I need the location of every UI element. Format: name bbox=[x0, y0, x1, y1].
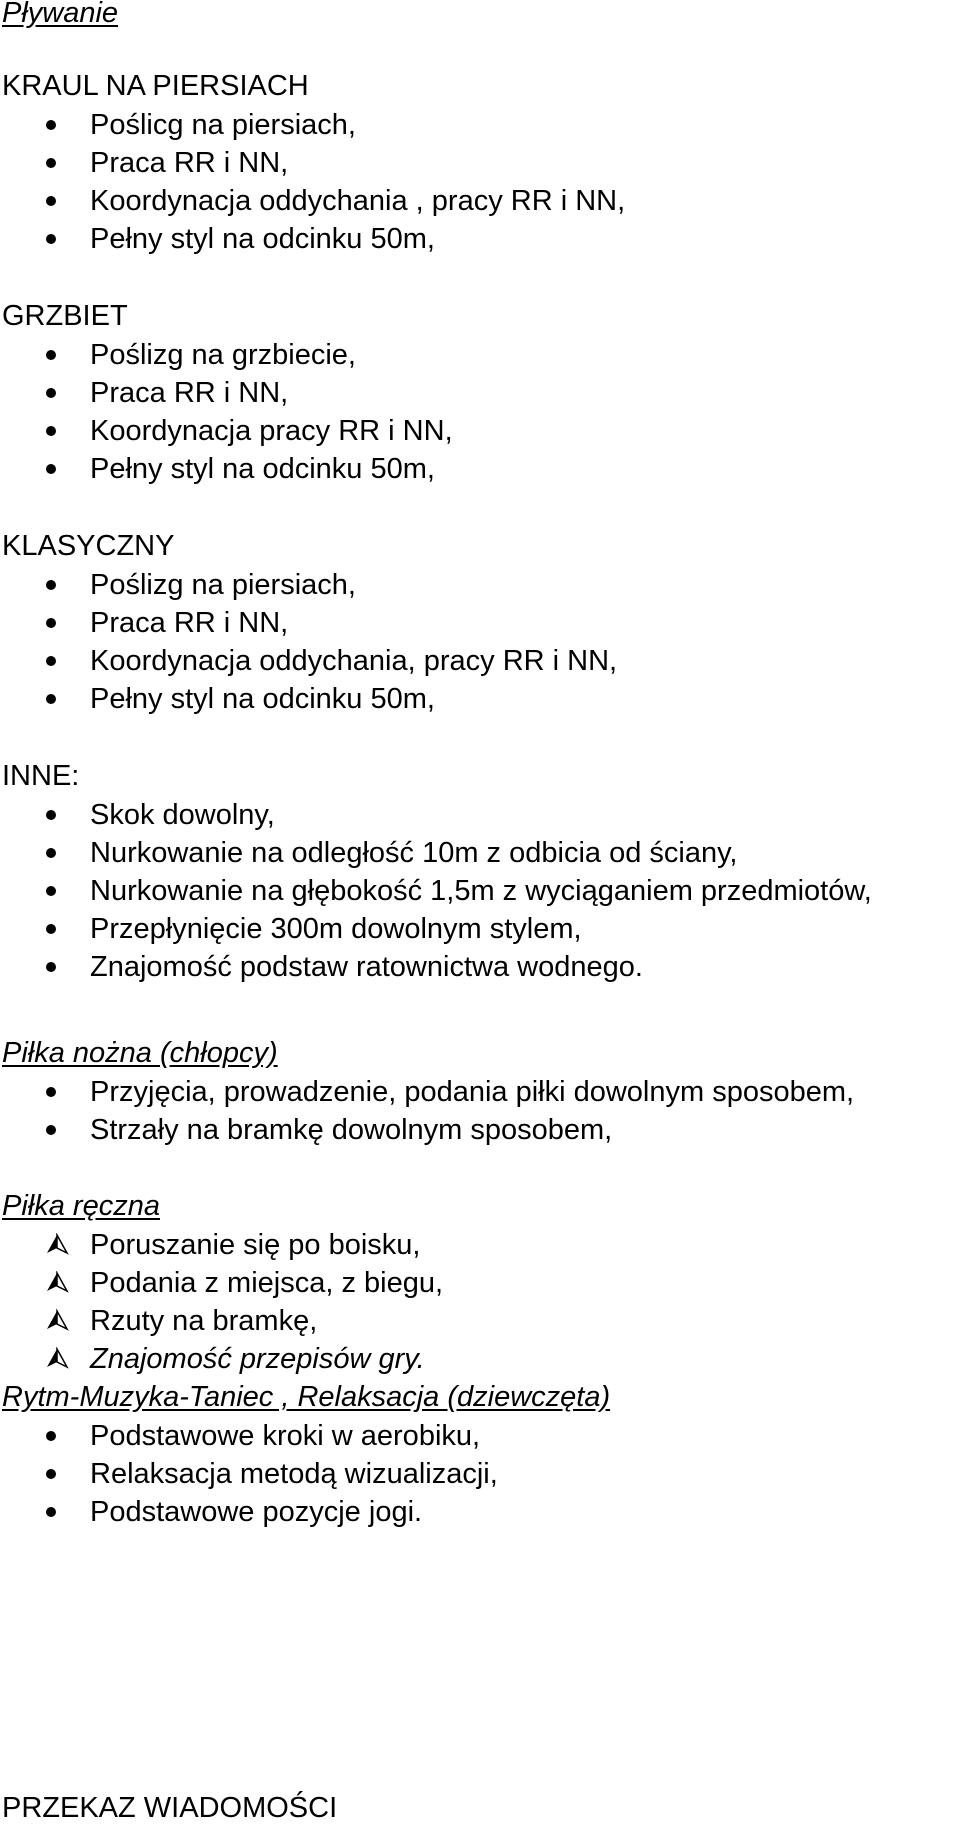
page-title: Pływanie bbox=[2, 0, 119, 29]
bullet-icon bbox=[46, 694, 56, 704]
bullet-icon bbox=[46, 924, 56, 934]
list-item: Koordynacja oddychania , pracy RR i NN, bbox=[90, 185, 626, 217]
list-item: Pełny styl na odcinku 50m, bbox=[90, 223, 435, 255]
bullet-icon bbox=[46, 1431, 56, 1441]
list-item: Podstawowe kroki w aerobiku, bbox=[90, 1420, 481, 1452]
list-item: Znajomość przepisów gry. bbox=[90, 1343, 425, 1375]
triangle-arrow-bullet-icon bbox=[44, 1309, 70, 1333]
list-item: Koordynacja pracy RR i NN, bbox=[90, 415, 453, 447]
triangle-arrow-bullet-icon bbox=[44, 1271, 70, 1295]
list-item: Nurkowanie na odległość 10m z odbicia od ściany, bbox=[90, 837, 738, 869]
list-item: Praca RR i NN, bbox=[90, 147, 289, 179]
bullet-icon bbox=[46, 1125, 56, 1135]
list-item: Poruszanie się po boisku, bbox=[90, 1229, 421, 1261]
bullet-icon bbox=[46, 388, 56, 398]
list-item: Relaksacja metodą wizualizacji, bbox=[90, 1458, 498, 1490]
bullet-icon bbox=[46, 196, 56, 206]
bullet-icon bbox=[46, 656, 56, 666]
section-heading-kraul: KRAUL NA PIERSIACH bbox=[2, 70, 309, 102]
bullet-icon bbox=[46, 158, 56, 168]
bullet-icon bbox=[46, 1469, 56, 1479]
list-item: Praca RR i NN, bbox=[90, 377, 289, 409]
list-item: Pełny styl na odcinku 50m, bbox=[90, 683, 435, 715]
list-item: Nurkowanie na głębokość 1,5m z wyciąganiem przedmiotów, bbox=[90, 875, 872, 907]
bullet-icon bbox=[46, 962, 56, 972]
list-item: Podstawowe pozycje jogi. bbox=[90, 1496, 423, 1528]
list-item: Skok dowolny, bbox=[90, 799, 275, 831]
section-heading-pilka-reczna: Piłka ręczna bbox=[2, 1190, 160, 1222]
list-item: Koordynacja oddychania, pracy RR i NN, bbox=[90, 645, 618, 677]
section-heading-inne: INNE: bbox=[2, 760, 80, 792]
list-item: Poślizg na grzbiecie, bbox=[90, 339, 356, 371]
bullet-icon bbox=[46, 810, 56, 820]
section-heading-rytm-muzyka: Rytm-Muzyka-Taniec , Relaksacja (dziewczęta) bbox=[2, 1381, 611, 1413]
triangle-arrow-bullet-icon bbox=[44, 1233, 70, 1257]
bullet-icon bbox=[46, 580, 56, 590]
list-item: Poślizg na piersiach, bbox=[90, 569, 356, 601]
bullet-icon bbox=[46, 120, 56, 130]
section-heading-grzbiet: GRZBIET bbox=[2, 300, 128, 332]
bullet-icon bbox=[46, 234, 56, 244]
list-item: Przyjęcia, prowadzenie, podania piłki dowolnym sposobem, bbox=[90, 1076, 855, 1108]
list-item: Podania z miejsca, z biegu, bbox=[90, 1267, 444, 1299]
list-item: Pełny styl na odcinku 50m, bbox=[90, 453, 435, 485]
list-item: Rzuty na bramkę, bbox=[90, 1305, 318, 1337]
list-item: Poślicg na piersiach, bbox=[90, 109, 356, 141]
bullet-icon bbox=[46, 426, 56, 436]
bullet-icon bbox=[46, 350, 56, 360]
bullet-icon bbox=[46, 464, 56, 474]
footer-heading: PRZEKAZ WIADOMOŚCI bbox=[2, 1792, 338, 1824]
bullet-icon bbox=[46, 848, 56, 858]
triangle-arrow-bullet-icon bbox=[44, 1347, 70, 1371]
bullet-icon bbox=[46, 1507, 56, 1517]
list-item: Przepłynięcie 300m dowolnym stylem, bbox=[90, 913, 582, 945]
section-heading-klasyczny: KLASYCZNY bbox=[2, 530, 175, 562]
list-item: Strzały na bramkę dowolnym sposobem, bbox=[90, 1114, 613, 1146]
bullet-icon bbox=[46, 618, 56, 628]
list-item: Praca RR i NN, bbox=[90, 607, 289, 639]
list-item: Znajomość podstaw ratownictwa wodnego. bbox=[90, 951, 643, 983]
bullet-icon bbox=[46, 1087, 56, 1097]
bullet-icon bbox=[46, 886, 56, 896]
section-heading-pilka-nozna: Piłka nożna (chłopcy) bbox=[2, 1037, 278, 1069]
